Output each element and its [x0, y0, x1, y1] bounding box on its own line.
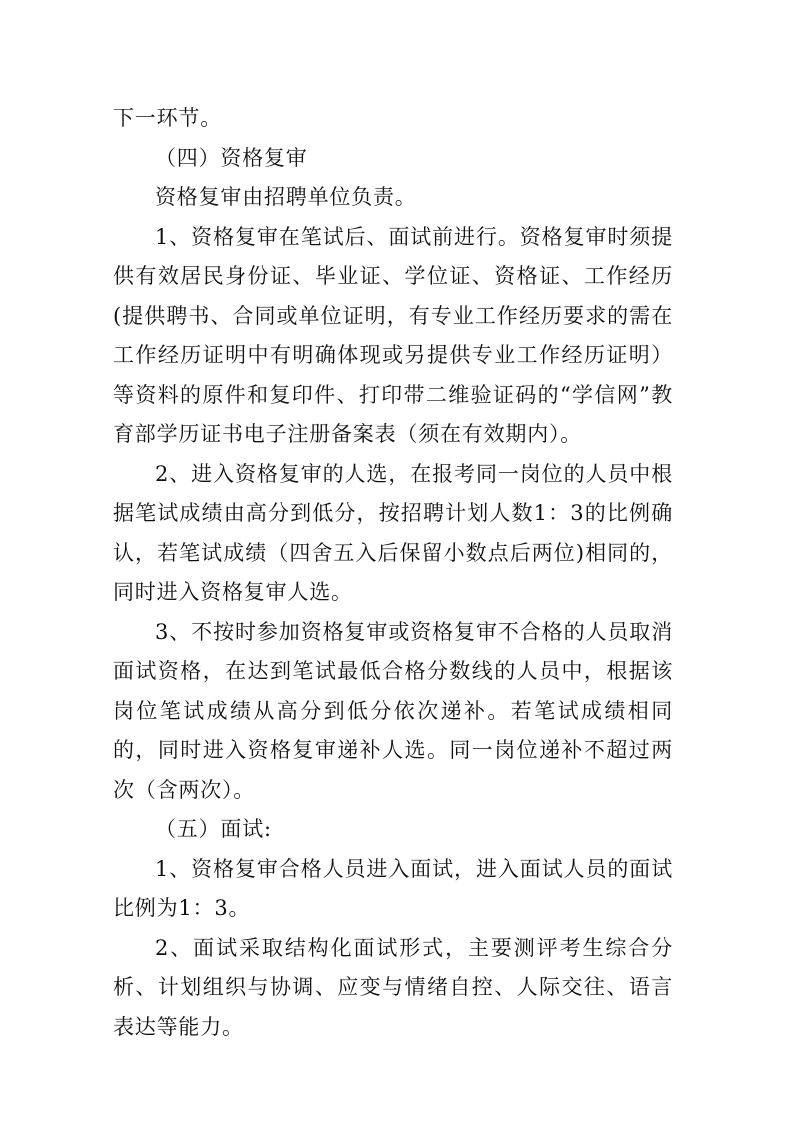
paragraph-interview-item-2: 2、面试采取结构化面试形式，主要测评考生综合分析、计划组织与协调、应变与情绪自控、人际交往、语言表达等能力。 — [113, 935, 673, 1039]
section-heading-qualification-review: （四）资格复审 — [155, 145, 308, 170]
paragraph-continuation: 下一环节。 — [113, 106, 222, 130]
paragraph-review-item-2: 2、进入资格复审的人选，在报考同一岗位的人员中根据笔试成绩由高分到低分，按招聘计划人数1：3的比例确认，若笔试成绩（四舍五入后保留小数点后两位)相同的，同时进入资格复审人选。 — [113, 461, 673, 604]
paragraph-review-item-3: 3、不按时参加资格复审或资格复审不合格的人员取消面试资格，在达到笔试最低合格分数线的人员中，根据该岗位笔试成绩从高分到低分依次递补。若笔试成绩相同的，同时进入资格复审递补人选。同一岗位递补不超过两次（含两次）。 — [113, 619, 673, 802]
document-body — [113, 99, 673, 1047]
section-heading-interview: （五）面试: — [155, 817, 272, 841]
paragraph-review-responsibility: 资格复审由招聘单位负责。 — [155, 185, 417, 209]
paragraph-interview-item-1: 1、资格复审合格人员进入面试，进入面试人员的面试比例为1：3。 — [113, 856, 673, 920]
paragraph-review-item-1: 1、资格复审在笔试后、面试前进行。资格复审时须提供有效居民身份证、毕业证、学位证、资格证、工作经历(提供聘书、合同或单位证明，有专业工作经历要求的需在工作经历证明中有明确体现或另提供专业工作经历证明）等资料的原件和复印件、打印带二维验证码的“学信网”教育部学历证书电子注册备案表（须在有效期内）。 — [113, 224, 673, 446]
